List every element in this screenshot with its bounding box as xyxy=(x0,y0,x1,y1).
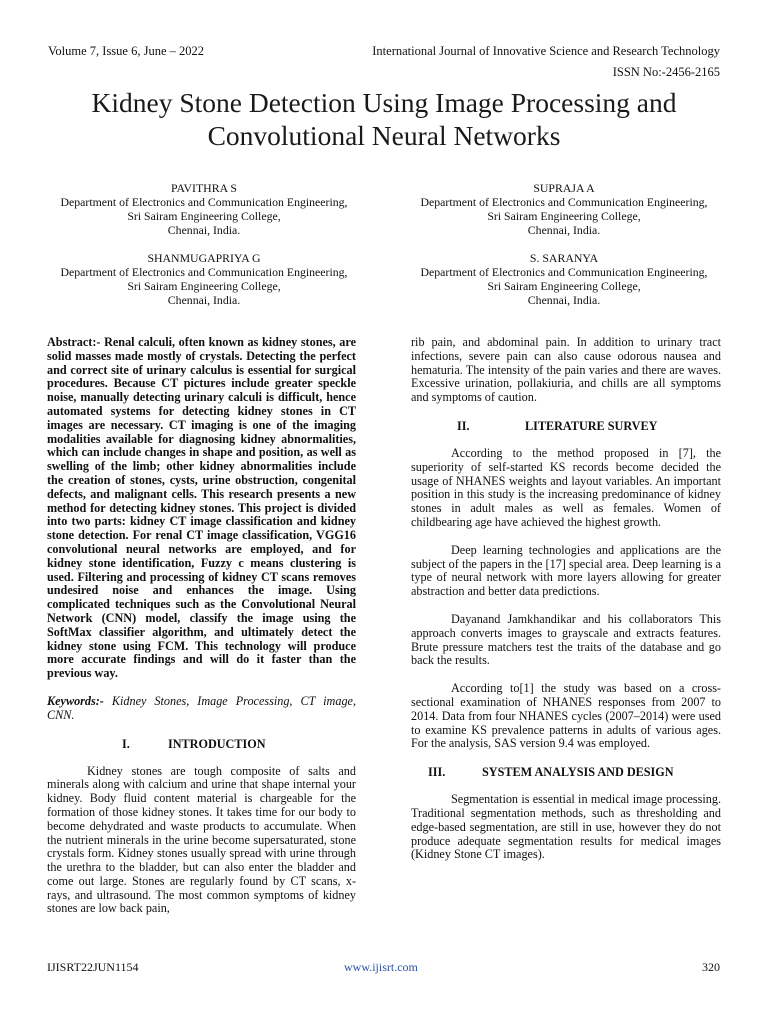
author-college: Sri Sairam Engineering College, xyxy=(127,209,281,223)
section-heading-introduction: I. INTRODUCTION xyxy=(122,736,266,751)
author-name: SUPRAJA A xyxy=(533,181,595,195)
keywords-label: Keywords:- xyxy=(47,693,104,708)
volume-info: Volume 7, Issue 6, June – 2022 xyxy=(48,44,205,58)
intro-continued: rib pain, and abdominal pain. In addition to urinary tract infections, severe pain can also cause odorous nausea and hematuria. The intensity of the pain varies and there are waves. Excessive urination, pollakiuria, and chills are all symptoms and symptoms of caution. xyxy=(411,335,721,405)
author-college: Sri Sairam Engineering College, xyxy=(487,209,641,223)
keywords xyxy=(47,695,356,723)
system-paragraph-1: Segmentation is essential in medical image processing. Traditional segmentation methods, such as thresholding and edge-based segmentation, are still in use, however they do not produce adequate segmentation results for medical images (Kidney Stone CT images). xyxy=(411,792,721,862)
author-block-3 xyxy=(45,251,363,307)
section-title: INTRODUCTION xyxy=(168,736,266,751)
author-name: SHANMUGAPRIYA G xyxy=(147,251,261,265)
right-column xyxy=(411,336,721,862)
section-title: LITERATURE SURVEY xyxy=(525,418,658,433)
intro-paragraph: Kidney stones are tough composite of salts and minerals along with calcium and urine that shape internal your kidney. Body fluid content material is chargeable for the formation of those kidney stones. It takes time for our body to become dehydrated and waste products to accumulate. When the nutrient minerals in the urine become supersaturated, stone crystals form. Kidney stones usually spread with urine through the urethra to the bladder, but can also enter the bladder and come out large. Stones are regularly found by CT scans, x-rays, and ultrasound. The most common symptoms of kidney stones are low back pain, xyxy=(47,763,356,916)
author-college: Sri Sairam Engineering College, xyxy=(127,279,281,293)
author-city: Chennai, India. xyxy=(527,223,601,237)
literature-paragraph-3: Dayanand Jamkhandikar and his collaborators This approach converts images to grayscale and extracts features. Brute pressure matchers test the traits of the database and go back the results. xyxy=(411,611,721,668)
section-heading-literature-survey: II. LITERATURE SURVEY xyxy=(457,418,658,433)
author-college: Sri Sairam Engineering College, xyxy=(487,279,641,293)
author-dept: Department of Electronics and Communication Engineering, xyxy=(60,265,348,279)
author-block-1 xyxy=(45,181,363,237)
section-heading-system-analysis: III. SYSTEM ANALYSIS AND DESIGN xyxy=(428,765,674,780)
journal-name: International Journal of Innovative Science and Research Technology xyxy=(372,44,720,58)
journal-website-link[interactable]: www.ijisrt.com xyxy=(344,960,418,974)
author-dept: Department of Electronics and Communication Engineering, xyxy=(420,195,708,209)
paper-title xyxy=(20,86,748,152)
literature-paragraph-4: According to[1] the study was based on a cross-sectional examination of NHANES responses from 2007 to 2014. Data from four NHANES cycles (2007–2014) were used to examine KS prevalence patterns in adults of various ages. For the analysis, SAS version 9.4 was employed. xyxy=(411,681,721,751)
author-dept: Department of Electronics and Communication Engineering, xyxy=(60,195,348,209)
keywords-text: Kidney Stones, Image Processing, CT image, CNN. xyxy=(47,693,356,722)
author-block-2 xyxy=(405,181,723,237)
abstract: Abstract:- Renal calculi, often known as kidney stones, are solid masses made mostly of crystals. Detecting the perfect and correct site of urinary calculus is essential for surgical procedures. Because CT pictures include greater speckle noise, manually detecting urinary calculi is difficult, hence automated systems for detecting kidney stones in CT images are necessary. CT imaging is one of the imaging modalities available for diagnosing kidney abnormalities, which can include changes in shape and position, as well as swelling of the limb; other kidney abnormalities include the creation of stones, cysts, urine obstruction, congenital defects, and malignant cells. This research presents a new method for detecting kidney stones. This project is divided into two parts: kidney CT image classification and kidney stone detection. For renal CT image classification, VGG16 convolutional neural networks are employed, and for kidney stone identification, Fuzzy c means clustering is used. Filtering and processing of kidney CT scans removes undesired noise and enhances the image. Using complicated techniques such as the Convolutional Neural Network (CNN) model, classify the image using the SoftMax classifier algorithm, and ultimately detect the kidney stone using FCM. This technology will produce more accurate findings and will do it faster than the previous way. xyxy=(47,335,356,681)
author-city: Chennai, India. xyxy=(527,293,601,307)
title-line-2: Convolutional Neural Networks xyxy=(207,120,561,151)
author-city: Chennai, India. xyxy=(167,293,241,307)
author-dept: Department of Electronics and Communication Engineering, xyxy=(420,265,708,279)
issn: ISSN No:-2456-2165 xyxy=(612,65,720,79)
literature-paragraph-1: According to the method proposed in [7], the superiority of self-started KS records become decided the usage of NHANES weights and layout variables. An important position in this study is the increasing predominance of kidney stones in adult males as well as females. Women of childbearing age have achieved the highest growth. xyxy=(411,445,721,529)
author-name: S. SARANYA xyxy=(529,251,599,265)
literature-paragraph-2: Deep learning technologies and applications are the subject of the papers in the [17] special area. Deep learning is a type of neural network with more layers allowing for greater abstraction and better data predictions. xyxy=(411,542,721,599)
title-line-1: Kidney Stone Detection Using Image Processing and xyxy=(91,87,677,118)
left-column xyxy=(47,336,356,916)
author-block-4 xyxy=(405,251,723,307)
author-name: PAVITHRA S xyxy=(171,181,237,195)
author-city: Chennai, India. xyxy=(167,223,241,237)
page-number: 320 xyxy=(702,960,720,974)
paper-id: IJISRT22JUN1154 xyxy=(47,960,139,974)
section-title: SYSTEM ANALYSIS AND DESIGN xyxy=(482,765,674,780)
